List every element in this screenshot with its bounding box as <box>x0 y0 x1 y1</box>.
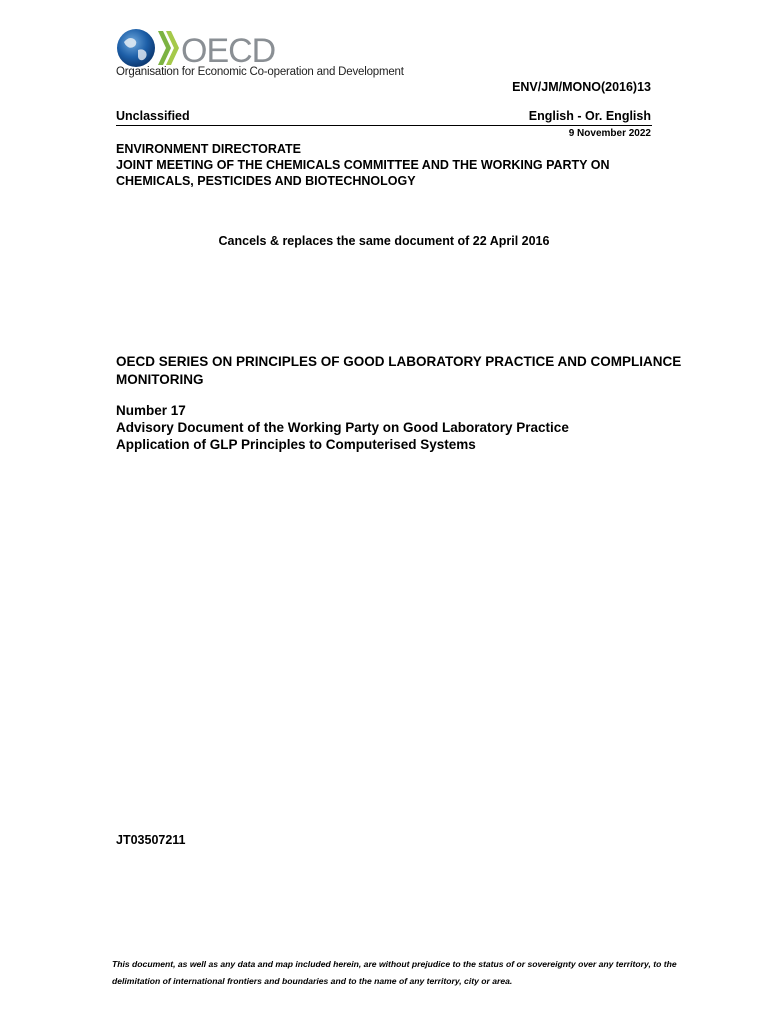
oecd-logo <box>116 28 356 68</box>
directorate-line: CHEMICALS, PESTICIDES AND BIOTECHNOLOGY <box>116 174 416 188</box>
series-title <box>116 353 682 389</box>
publication-title: Application of GLP Principles to Computerised Systems <box>116 437 476 452</box>
disclaimer <box>112 956 677 990</box>
publication-block <box>116 402 656 453</box>
header-divider <box>116 125 652 126</box>
oecd-globe-logo-icon <box>116 28 356 68</box>
series-title-line: OECD SERIES ON PRINCIPLES OF GOOD LABORATORY PRACTICE AND COMPLIANCE <box>116 354 682 369</box>
cancels-note: Cancels & replaces the same document of 22 April 2016 <box>218 234 550 248</box>
publication-advisory: Advisory Document of the Working Party on Good Laboratory Practice <box>116 420 569 435</box>
directorate-line: JOINT MEETING OF THE CHEMICALS COMMITTEE AND THE WORKING PARTY ON <box>116 158 610 172</box>
disclaimer-line: This document, as well as any data and map included herein, are without prejudice to the status of or sovereignty over any territory, to the <box>112 959 677 969</box>
classification-label: Unclassified <box>116 109 190 123</box>
directorate-line: ENVIRONMENT DIRECTORATE <box>116 142 301 156</box>
series-title-line: MONITORING <box>116 372 204 387</box>
jt-code: JT03507211 <box>116 833 186 847</box>
document-date: 9 November 2022 <box>568 128 651 139</box>
document-reference: ENV/JM/MONO(2016)13 <box>512 80 651 94</box>
publication-number: Number 17 <box>116 403 186 418</box>
language-label: English - Or. English <box>528 109 651 123</box>
disclaimer-line: delimitation of international frontiers and boundaries and to the name of any territory, city or area. <box>112 976 513 986</box>
directorate-block <box>116 141 656 189</box>
svg-text:OECD: OECD <box>181 32 276 68</box>
organisation-name: Organisation for Economic Co-operation and Development <box>116 66 404 78</box>
